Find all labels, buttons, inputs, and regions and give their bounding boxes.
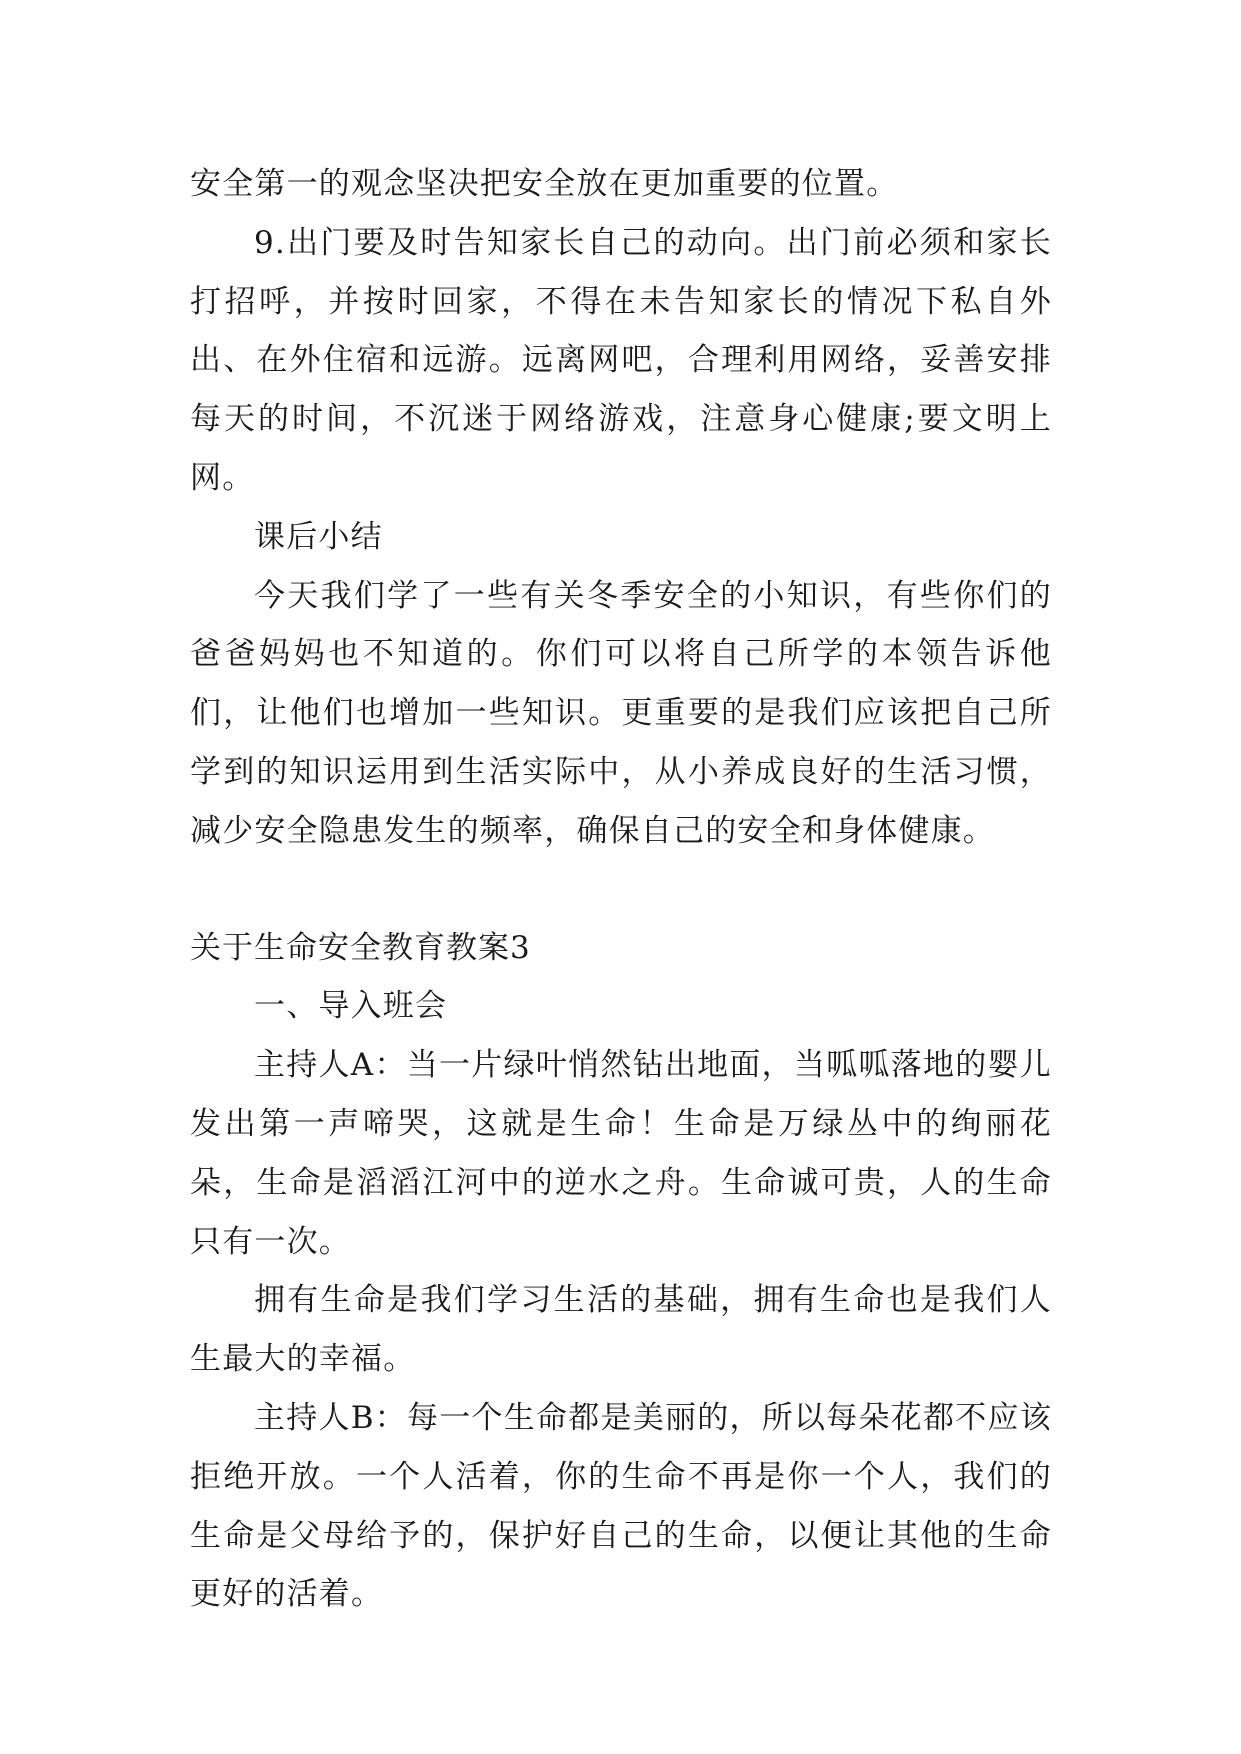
paragraph-life-foundation: 拥有生命是我们学习生活的基础，拥有生命也是我们人生最大的幸福。	[190, 1282, 1052, 1378]
paragraph-rule-9: 9.出门要及时告知家长自己的动向。出门前必须和家长打招呼，并按时回家，不得在未告知家长的情况下私自外出、在外住宿和远游。远离网吧，合理利用网络，妥善安排每天的时间，不沉迷于网络游戏，注意身心健康;要文明上网。	[190, 224, 1052, 496]
paragraph-safety-first: 安全第一的观念坚决把安全放在更加重要的位置。	[190, 166, 899, 202]
paragraph-intro-heading: 一、导入班会	[254, 988, 448, 1025]
paragraph-host-a: 主持人A：当一片绿叶悄然钻出地面，当呱呱落地的婴儿发出第一声啼哭，这就是生命！生命是万绿丛中的绚丽花朵，生命是滔滔江河中的逆水之舟。生命诚可贵，人的生命只有一次。	[190, 1047, 1052, 1260]
paragraph-summary-body: 今天我们学了一些有关冬季安全的小知识，有些你们的爸爸妈妈也不知道的。你们可以将自己所学的本领告诉他们，让他们也增加一些知识。更重要的是我们应该把自己所学到的知识运用到生活实际中，从小养成良好的生活习惯，减少安全隐患发生的频率，确保自己的安全和身体健康。	[190, 577, 1052, 849]
paragraph-host-b: 主持人B：每一个生命都是美丽的，所以每朵花都不应该拒绝开放。一个人活着，你的生命不再是你一个人，我们的生命是父母给予的，保护好自己的生命，以便让其他的生命更好的活着。	[190, 1399, 1052, 1613]
document-body	[190, 155, 1052, 1624]
section-title: 关于生命安全教育教案3	[190, 929, 531, 966]
paragraph-summary-heading: 课后小结	[254, 518, 383, 555]
